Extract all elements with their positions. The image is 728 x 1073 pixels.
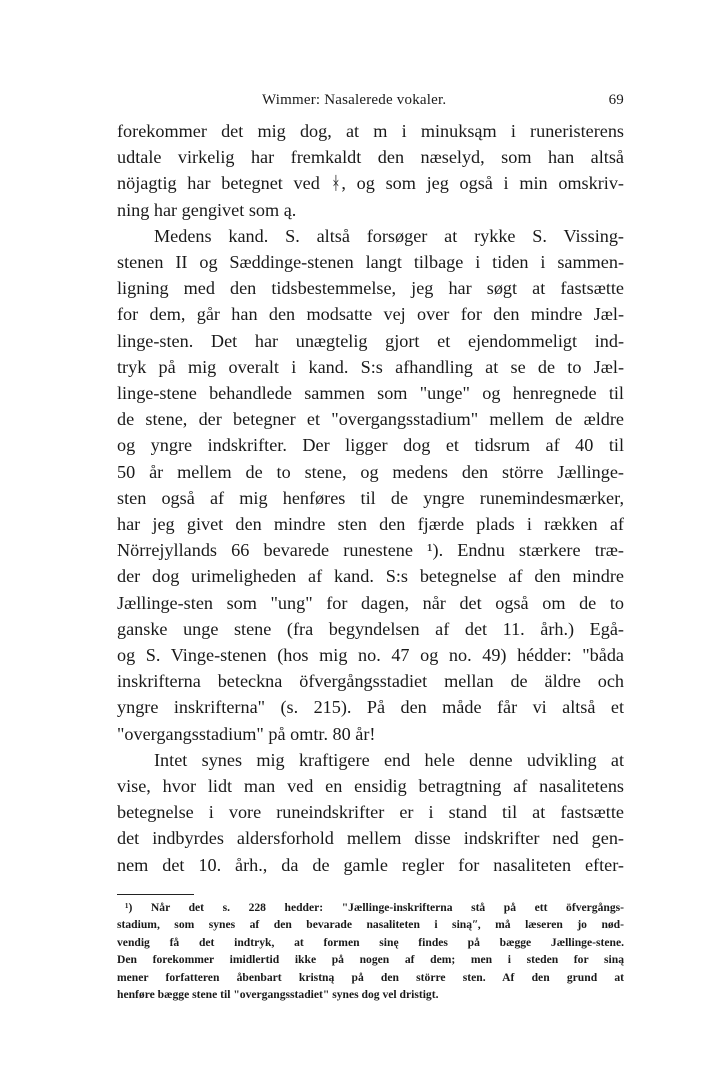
body-line: for dem, går han den modsatte vej over for den mindre Jæl- [117, 304, 624, 325]
body-line: ligning med den tidsbestemmelse, jeg har søgt at fastsætte [117, 278, 624, 299]
body-line: 50 år mellem de to stene, og medens den större Jællinge- [117, 461, 624, 482]
body-line: inskrifterna beteckna öfvergångsstadiet mellan de äldre och [117, 671, 624, 692]
body-text [117, 118, 624, 878]
footnote-rule [117, 894, 194, 895]
body-line: forekommer det mig dog, at m i minuksąm i runeristerens [117, 121, 624, 141]
body-line: vise, hvor lidt man ved en ensidig betragtning af nasalitetens [117, 776, 624, 797]
body-line: betegnelse i vore runeindskrifter er i stand til at fastsætte [117, 802, 624, 823]
footnote-line: ¹) Når det s. 228 hedder: "Jællinge-inskrifterna stå på ett öfvergångs- [125, 900, 624, 914]
body-line: Nörrejyllands 66 bevarede runestene ¹). Endnu stærkere træ- [117, 540, 624, 561]
body-line: Intet synes mig kraftigere end hele denne udvikling at [154, 749, 624, 770]
footnote-line: vendig få det indtryk, at formen sinę findes på bægge Jællinge-stene. [117, 935, 624, 949]
body-line: linge-sten. Det har unægtelig gjort et ejendommeligt ind- [117, 330, 624, 351]
body-line: nöjagtig har betegnet ved ᚼ, og som jeg også i min omskriv- [117, 173, 624, 194]
body-line: ganske unge stene (fra begyndelsen af det 11. årh.) Egå- [117, 618, 624, 639]
footnote [117, 899, 624, 1003]
body-line: stenen II og Sæddinge-stenen langt tilbage i tiden i sammen- [117, 252, 624, 273]
body-line: yngre inskrifterna" (s. 215). På den måde får vi altså et [117, 697, 624, 718]
footnote-line: stadium, som synes af den bevarade nasaliteten i sinąʺ, må læseren jo nød- [117, 918, 624, 932]
body-line: der dog urimeligheden af kand. S:s betegnelse af den mindre [117, 566, 624, 587]
body-line: og yngre indskrifter. Der ligger dog et tidsrum af 40 til [117, 435, 624, 456]
body-line: ning har gengivet som ą. [117, 199, 297, 220]
body-line: de stene, der betegner et "overgangsstadium" mellem de ældre [117, 409, 624, 430]
page-number: 69 [608, 92, 624, 108]
footnote-line: mener forfatteren åbenbart kristną på den större sten. Af den grund at [117, 970, 624, 984]
book-page [117, 92, 624, 1003]
body-line: det indbyrdes aldersforhold mellem disse indskrifter ned gen- [117, 828, 624, 849]
body-line: "overgangsstadium" på omtr. 80 år! [117, 723, 376, 744]
body-line: sten også af mig henføres til de yngre runemindesmærker, [117, 487, 624, 508]
footnote-line: Den forekommer imidlertid ikke på nogen af dem; men i steden for siną [117, 953, 624, 967]
body-line: udtale virkelig har fremkaldt den næselyd, som han altså [117, 147, 624, 168]
footnote-line: henføre bægge stene til "overgangsstadiet" synes dog vel dristigt. [117, 987, 439, 1001]
body-line: har jeg givet den mindre sten den fjærde plads i rækken af [117, 514, 624, 535]
running-header [117, 92, 624, 118]
body-line: Jællinge-sten som "ung" for dagen, når det også om de to [117, 592, 624, 613]
body-line: Medens kand. S. altså forsøger at rykke S. Vissing- [154, 225, 624, 246]
running-title: Wimmer: Nasalerede vokaler. [262, 92, 447, 108]
body-line: nem det 10. årh., da de gamle regler for nasaliteten efter- [117, 854, 624, 875]
body-line: linge-stene behandlede sammen som "unge" og henregnede til [117, 383, 624, 404]
body-line: tryk på mig overalt i kand. S:s afhandling at se de to Jæl- [117, 356, 624, 377]
body-line: og S. Vinge-stenen (hos mig no. 47 og no. 49) hédder: "båda [117, 645, 624, 666]
